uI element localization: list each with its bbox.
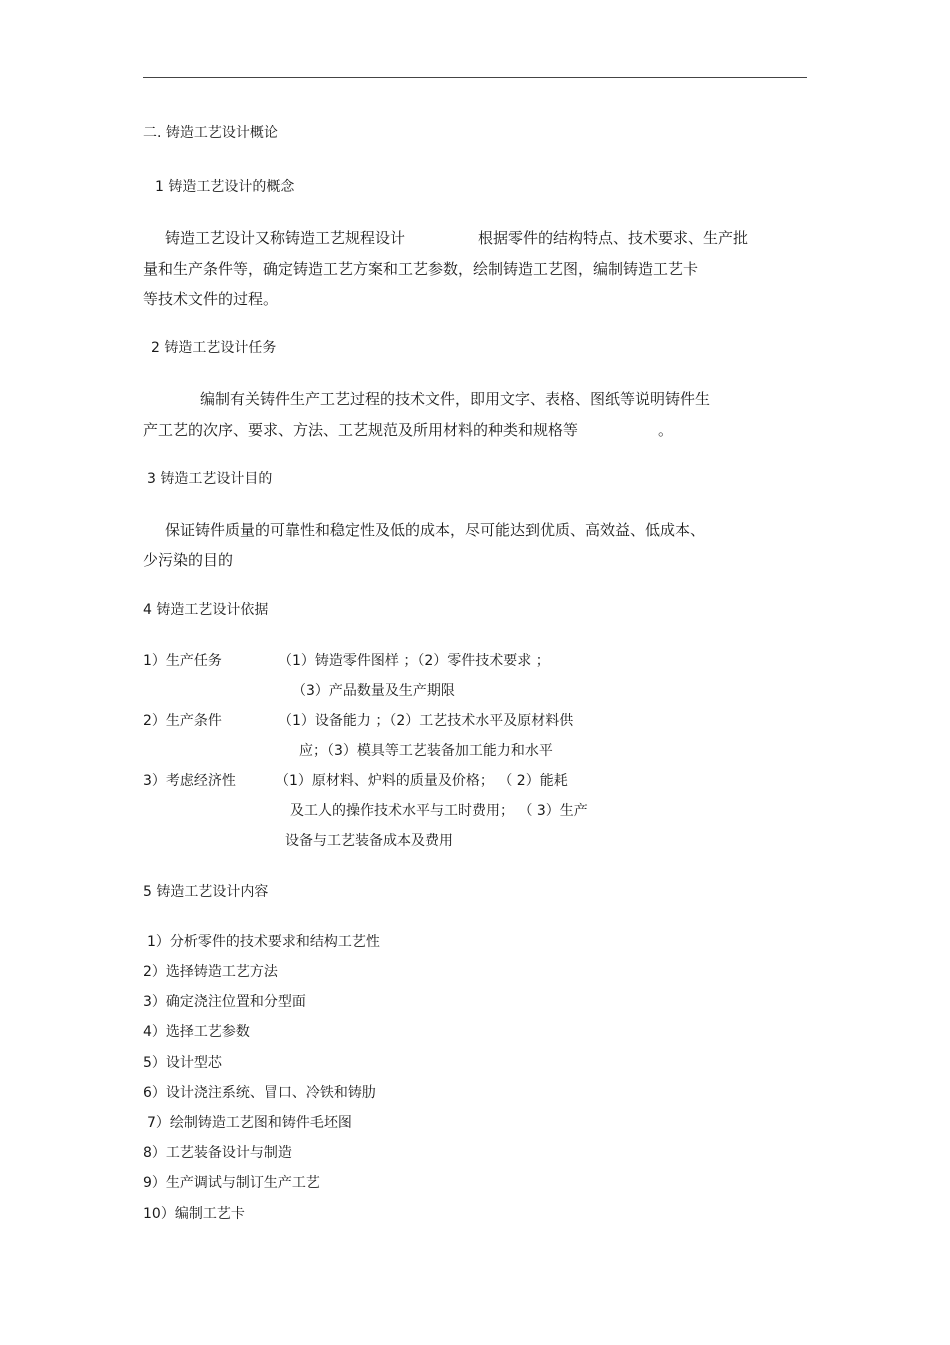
subsection-5-title: 5 铸造工艺设计内容 [143, 884, 269, 900]
basis-3-line-1: （1）原材料、炉料的质量及价格； （ 2）能耗 [275, 773, 568, 789]
basis-3-label: 3）考虑经济性 [143, 773, 236, 789]
basis-2-line-1: （1）设备能力 ；（2）工艺技术水平及原材料供 [278, 713, 574, 729]
basis-3-line-3: 设备与工艺装备成本及费用 [285, 833, 453, 849]
basis-1-line-1: （1）铸造零件图样 ；（2）零件技术要求 ； [278, 653, 550, 669]
basis-2-line-2: 应；（3）模具等工艺装备加工能力和水平 [299, 743, 553, 759]
s2-paragraph-line-2: 产工艺的次序、要求、方法、工艺规范及所用材料的种类和规格等 [143, 421, 579, 439]
s1-paragraph-line-1a: 铸造工艺设计又称铸造工艺规程设计 [165, 229, 406, 247]
list-item: 2）选择铸造工艺方法 [143, 964, 278, 980]
basis-2-label: 2）生产条件 [143, 713, 222, 729]
list-item: 4）选择工艺参数 [143, 1024, 250, 1040]
subsection-4-title: 4 铸造工艺设计依据 [143, 602, 269, 618]
basis-1-label: 1）生产任务 [143, 653, 222, 669]
basis-3-line-2: 及工人的操作技术水平与工时费用； （ 3）生产 [290, 803, 588, 819]
basis-1-line-2: （3）产品数量及生产期限 [292, 683, 455, 699]
list-item: 6）设计浇注系统、冒口、冷铁和铸肋 [143, 1085, 376, 1101]
s2-paragraph-end-mark: 。 [658, 421, 674, 439]
s1-paragraph-line-1b: 根据零件的结构特点、技术要求、生产批 [478, 229, 749, 247]
s3-paragraph-line-1: 保证铸件质量的可靠性和稳定性及低的成本，尽可能达到优质、高效益、低成本、 [165, 521, 706, 539]
subsection-3-title: 3 铸造工艺设计目的 [147, 471, 273, 487]
list-item: 5）设计型芯 [143, 1055, 222, 1071]
list-item: 1）分析零件的技术要求和结构工艺性 [147, 934, 380, 950]
s3-paragraph-line-2: 少污染的目的 [143, 551, 234, 569]
list-item: 9）生产调试与制订生产工艺 [143, 1175, 320, 1191]
list-item: 7）绘制铸造工艺图和铸件毛坯图 [147, 1115, 352, 1131]
s2-paragraph-line-1: 编制有关铸件生产工艺过程的技术文件，即用文字、表格、图纸等说明铸件生 [200, 390, 711, 408]
list-item: 8）工艺装备设计与制造 [143, 1145, 292, 1161]
subsection-2-title: 2 铸造工艺设计任务 [151, 340, 277, 356]
list-item: 3）确定浇注位置和分型面 [143, 994, 306, 1010]
s1-paragraph-line-2: 量和生产条件等，确定铸造工艺方案和工艺参数，绘制铸造工艺图，编制铸造工艺卡 [143, 260, 699, 278]
list-item: 10）编制工艺卡 [143, 1206, 245, 1222]
header-rule [143, 77, 807, 78]
subsection-1-title: 1 铸造工艺设计的概念 [155, 179, 295, 195]
s1-paragraph-line-3: 等技术文件的过程。 [143, 290, 279, 308]
section-heading: 二. 铸造工艺设计概论 [143, 125, 278, 141]
